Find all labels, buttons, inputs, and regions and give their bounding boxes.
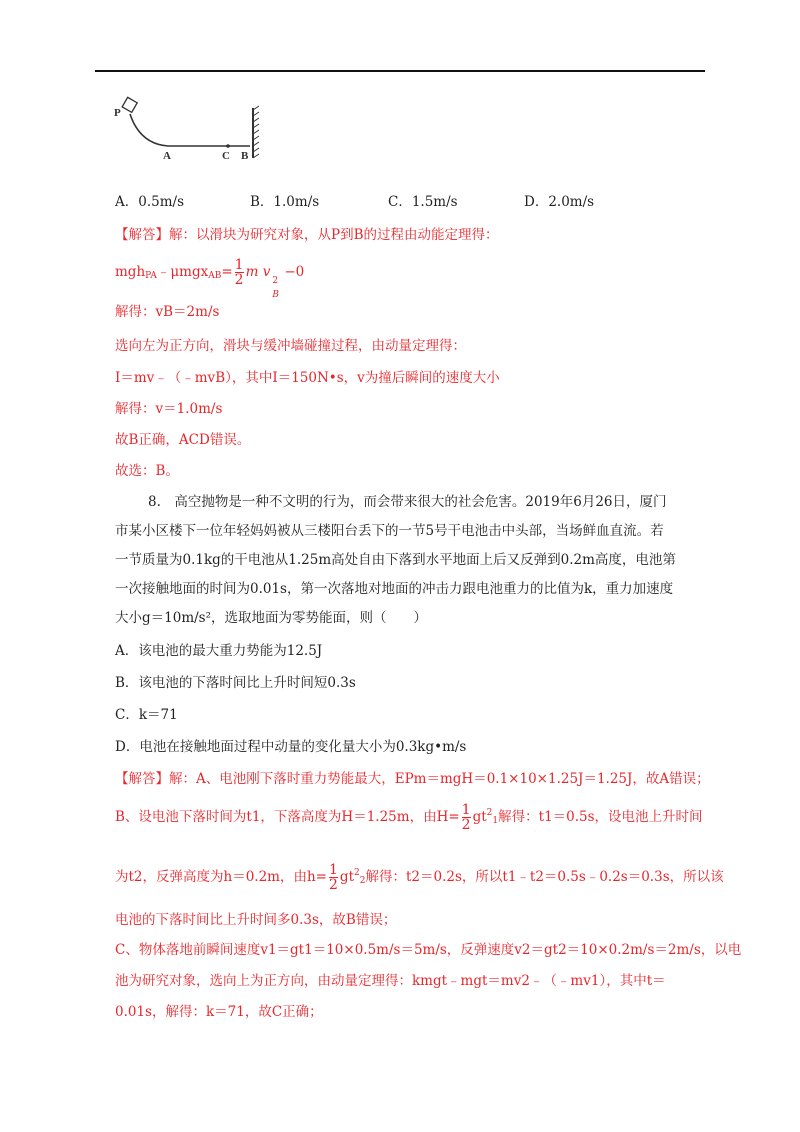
q7-direction: 选向左为正方向，滑块与缓冲墙碰撞过程，由动量定理得： xyxy=(115,338,466,354)
q8-answer-b-line-1: B、设电池下落时间为t1，下落高度为H＝1.25m，由H= $\frac{1}{2}$ $gt^2_1$解得：t1＝0.5s，设电池上升时间 xyxy=(115,802,703,833)
q8-answer-c-line-1: C、物体落地前瞬间速度v1＝gt1＝10×0.5m/s＝5m/s，反弹速度v2＝gt2＝10×0.2m/s＝2m/s，以电 xyxy=(115,942,742,958)
q8-stem-line-4: 一次接触地面的时间为0.01s，第一次落地对地面的冲击力跟电池重力的比值为k，重力加速度 xyxy=(115,581,674,597)
q7-choice: 故选：B。 xyxy=(115,463,179,479)
q8-option-c: C．k＝71 xyxy=(115,707,178,723)
q7-option-d: D．2.0m/s xyxy=(524,194,595,210)
q8-option-b: B．该电池的下落时间比上升时间短0.3s xyxy=(115,675,356,691)
q8-answer-c-line-3: 0.01s，解得：k＝71，故C正确； xyxy=(115,1004,323,1020)
q7-equation: mgh$_{PA}$﹣μmgx$_{AB}$= $\frac{1}{2}$ m v 2 B −0 xyxy=(115,257,305,300)
label-c: C xyxy=(222,150,230,162)
q8-stem-line-1: 8. 高空抛物是一种不文明的行为，而会带来很大的社会危害。2019年6月26日，厦门 xyxy=(148,494,667,510)
q7-solve-vb: 解得：vB＝2m/s xyxy=(115,304,220,320)
q7-solve-v: 解得：v＝1.0m/s xyxy=(115,401,223,417)
q7-option-c: C．1.5m/s xyxy=(388,194,458,210)
q8-answer-b-line-3: 电池的下落时间比上升时间多0.3s，故B错误； xyxy=(115,912,397,928)
q8-stem-line-2: 市某小区楼下一位年轻妈妈被从三楼阳台丢下的一节5号干电池击中头部，当场鲜血直流。若 xyxy=(115,523,664,539)
q8-answer-c-line-2: 池为研究对象，选向上为正方向，由动量定理得：kmgt﹣mgt＝mv2﹣（﹣mv1），其中t＝ xyxy=(115,973,666,989)
label-a: A xyxy=(163,150,171,162)
q8-option-d: D．电池在接触地面过程中动量的变化量大小为0.3kg•m/s xyxy=(115,739,467,755)
track-line xyxy=(130,114,250,146)
q8-answer-a: 【解答】解：A、电池刚下落时重力势能最大，EPm＝mgH＝0.1×10×1.25J＝1.25J，故A错误； xyxy=(115,771,710,787)
q7-option-b: B．1.0m/s xyxy=(250,194,320,210)
q7-answer-header: 【解答】解：以滑块为研究对象，从P到B的过程由动能定理得： xyxy=(115,227,499,243)
q8-answer-b-line-2: 为t2，反弹高度为h＝0.2m，由h= $\frac{1}{2}$ $gt^2_2$解得：t2＝0.2s，所以t1﹣t2＝0.5s﹣0.2s＝0.3s，所以该 xyxy=(115,862,724,893)
q7-conclusion: 故B正确，ACD错误。 xyxy=(115,432,251,448)
top-rule xyxy=(95,70,705,72)
q8-option-a: A．该电池的最大重力势能为12.5J xyxy=(115,643,323,659)
q7-option-a: A．0.5m/s xyxy=(115,194,184,210)
slider-block xyxy=(122,97,137,112)
q7-impulse: I＝mv﹣（﹣mvB），其中I＝150N•s，v为撞后瞬间的速度大小 xyxy=(115,370,500,386)
q8-stem-line-5: 大小g＝10m/s²，选取地面为零势能面，则（ ） xyxy=(115,610,428,626)
q8-stem-line-3: 一节质量为0.1kg的干电池从1.25m高处自由下落到水平地面上后又反弹到0.2m高度，电池第 xyxy=(115,552,676,568)
label-p: P xyxy=(114,107,121,119)
label-b: B xyxy=(241,150,249,162)
ramp-wall-figure xyxy=(110,96,270,166)
point-c xyxy=(226,144,230,148)
